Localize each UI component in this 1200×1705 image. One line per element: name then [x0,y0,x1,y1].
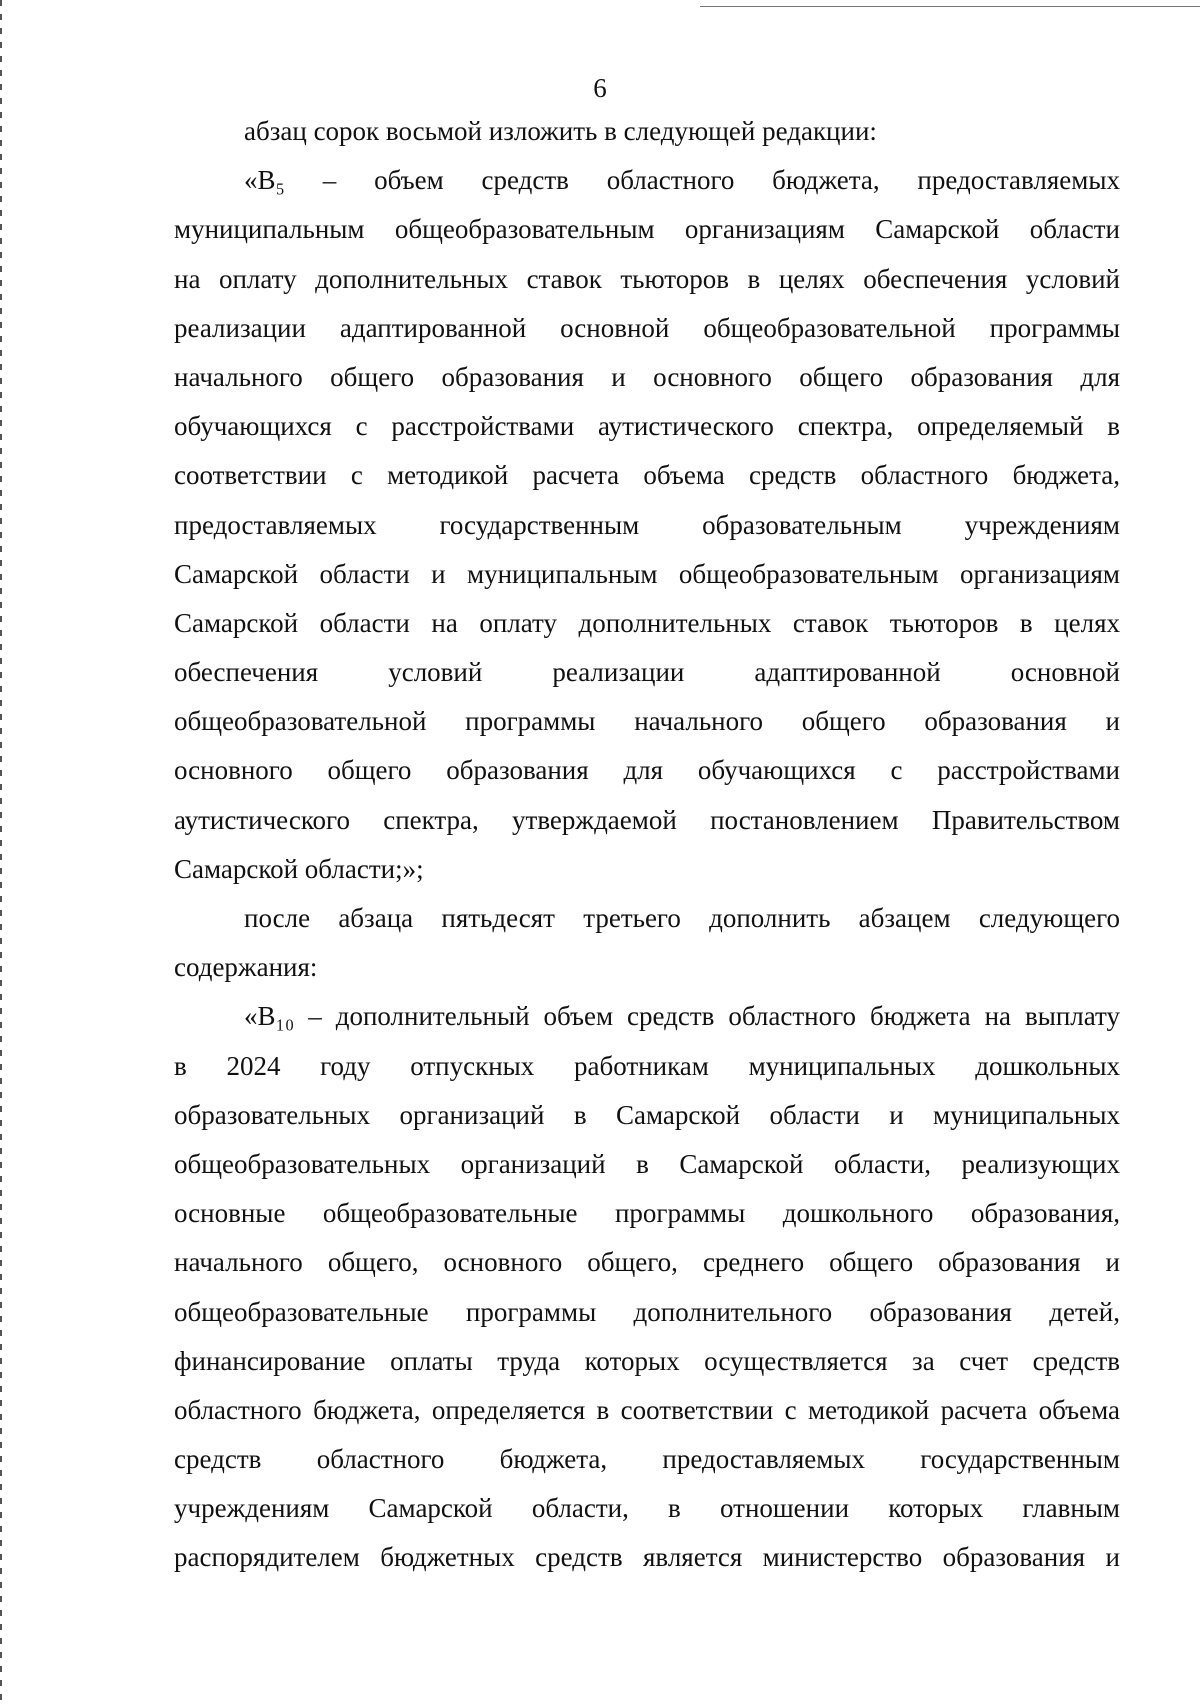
text-line: соответствии с методикой расчета объема средств областного бюджета, [174,460,1120,491]
text-line: финансирование оплаты труда которых осуществляется за счет средств [174,1345,1120,1376]
document-body [174,107,1120,1583]
text-line: начального общего, основного общего, среднего общего образования и [174,1247,1120,1278]
text-line: муниципальным общеобразовательным организациям Самарской области [174,214,1120,245]
text-line: «B₅ – объем средств областного бюджета, предоставляемых [244,165,1120,196]
text-line: Самарской области и муниципальным общеобразовательным организациям [174,558,1120,589]
text-line: «B₁₀ – дополнительный объем средств областного бюджета на выплату [244,1001,1120,1032]
text-line: содержания: [174,952,318,983]
text-line: предоставляемых государственным образовательным учреждениям [174,509,1120,540]
text-line: в 2024 году отпускных работникам муниципальных дошкольных [174,1050,1120,1081]
text-line: учреждениям Самарской области, в отношении которых главным [174,1493,1120,1524]
text-line: обеспечения условий реализации адаптированной основной [174,657,1120,688]
text-line: общеобразовательной программы начального общего образования и [174,706,1120,737]
text-line: обучающихся с расстройствами аутистического спектра, определяемый в [174,411,1120,442]
text-line: общеобразовательных организаций в Самарской области, реализующих [174,1148,1120,1179]
text-line: образовательных организаций в Самарской области и муниципальных [174,1099,1120,1130]
text-line: средств областного бюджета, предоставляемых государственным [174,1444,1120,1475]
text-line: основного общего образования для обучающихся с расстройствами [174,755,1120,786]
text-line: областного бюджета, определяется в соответствии с методикой расчета объема [174,1394,1120,1425]
text-line: основные общеобразовательные программы дошкольного образования, [174,1198,1120,1229]
text-line: начального общего образования и основного общего образования для [174,361,1120,392]
text-line: распорядителем бюджетных средств является министерство образования и [174,1542,1120,1573]
text-line: на оплату дополнительных ставок тьюторов в целях обеспечения условий [174,263,1120,294]
text-line: реализации адаптированной основной общеобразовательной программы [174,312,1120,343]
scan-edge [0,0,2,1705]
page-number: 6 [593,73,607,103]
text-line: после абзаца пятьдесят третьего дополнить абзацем следующего [244,903,1120,933]
text-line: аутистического спектра, утверждаемой постановлением Правительством [174,804,1120,835]
text-line: абзац сорок восьмой изложить в следующей редакции: [244,116,877,146]
scan-edge-top [700,6,1200,7]
text-line: общеобразовательные программы дополнительного образования детей, [174,1296,1120,1327]
text-line: Самарской области;»; [174,853,424,884]
text-line: Самарской области на оплату дополнительных ставок тьюторов в целях [174,607,1120,638]
